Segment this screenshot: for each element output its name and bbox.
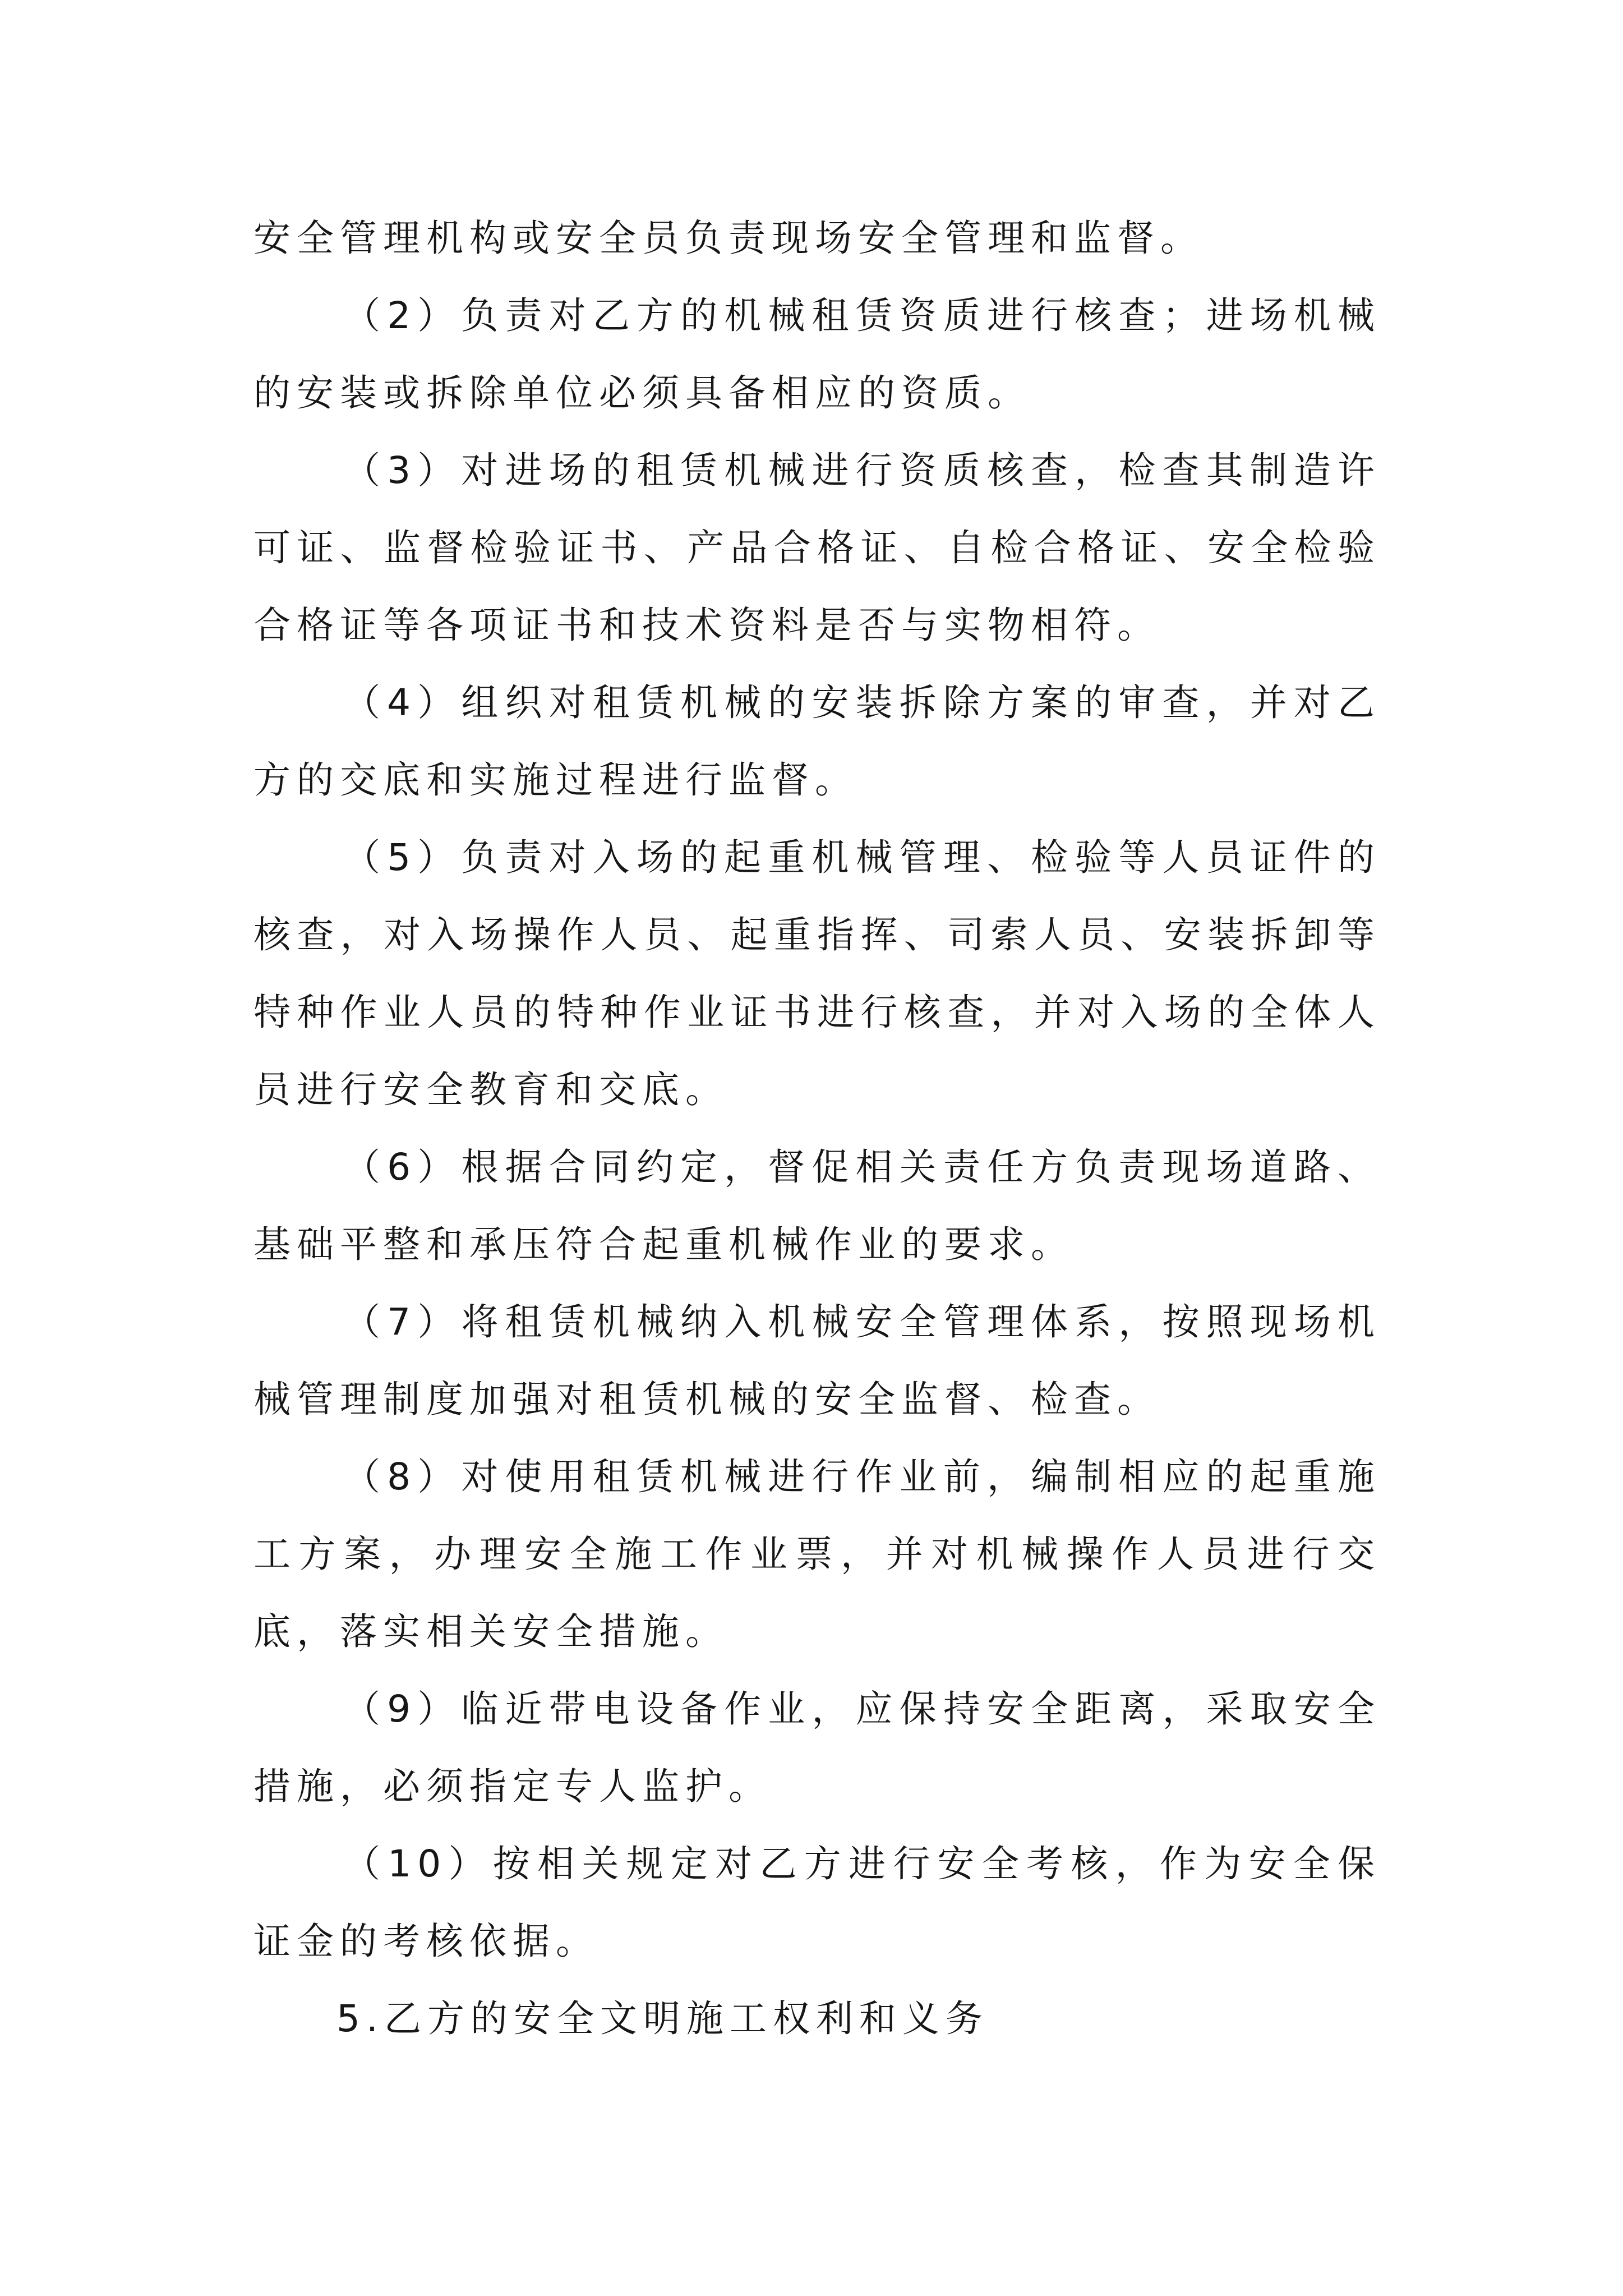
- paragraph-item-2: （2）负责对乙方的机械租赁资质进行核查；进场机械的安装或拆除单位必须具备相应的资质。: [253, 294, 1381, 415]
- paragraph-item-6: （6）根据合同约定，督促相关责任方负责现场道路、基础平整和承压符合起重机械作业的要求。: [253, 1145, 1381, 1266]
- paragraph-item-5: （5）负责对入场的起重机械管理、检验等人员证件的核查，对入场操作人员、起重指挥、司索人员、安装拆卸等特种作业人员的特种作业证书进行核查，并对入场的全体人员进行安全教育和交底。: [253, 836, 1381, 1111]
- paragraph-item-9: （9）临近带电设备作业，应保持安全距离，采取安全措施，必须指定专人监护。: [253, 1687, 1381, 1808]
- paragraph-item-10: （10）按相关规定对乙方进行安全考核，作为安全保证金的考核依据。: [253, 1842, 1381, 1963]
- paragraph-continuation: 安全管理机构或安全员负责现场安全管理和监督。: [253, 217, 1204, 260]
- section-heading: 5.乙方的安全文明施工权利和义务: [336, 1997, 989, 2040]
- paragraph-item-4: （4）组织对租赁机械的安装拆除方案的审查，并对乙方的交底和实施过程进行监督。: [253, 681, 1381, 802]
- paragraph-item-3: （3）对进场的租赁机械进行资质核查，检查其制造许可证、监督检验证书、产品合格证、自检合格证、安全检验合格证等各项证书和技术资料是否与实物相符。: [253, 449, 1381, 647]
- paragraph-item-7: （7）将租赁机械纳入机械安全管理体系，按照现场机械管理制度加强对租赁机械的安全监督、检查。: [253, 1300, 1381, 1421]
- paragraph-item-8: （8）对使用租赁机械进行作业前，编制相应的起重施工方案，办理安全施工作业票，并对机械操作人员进行交底，落实相关安全措施。: [253, 1455, 1381, 1653]
- document-body: [253, 200, 1381, 2058]
